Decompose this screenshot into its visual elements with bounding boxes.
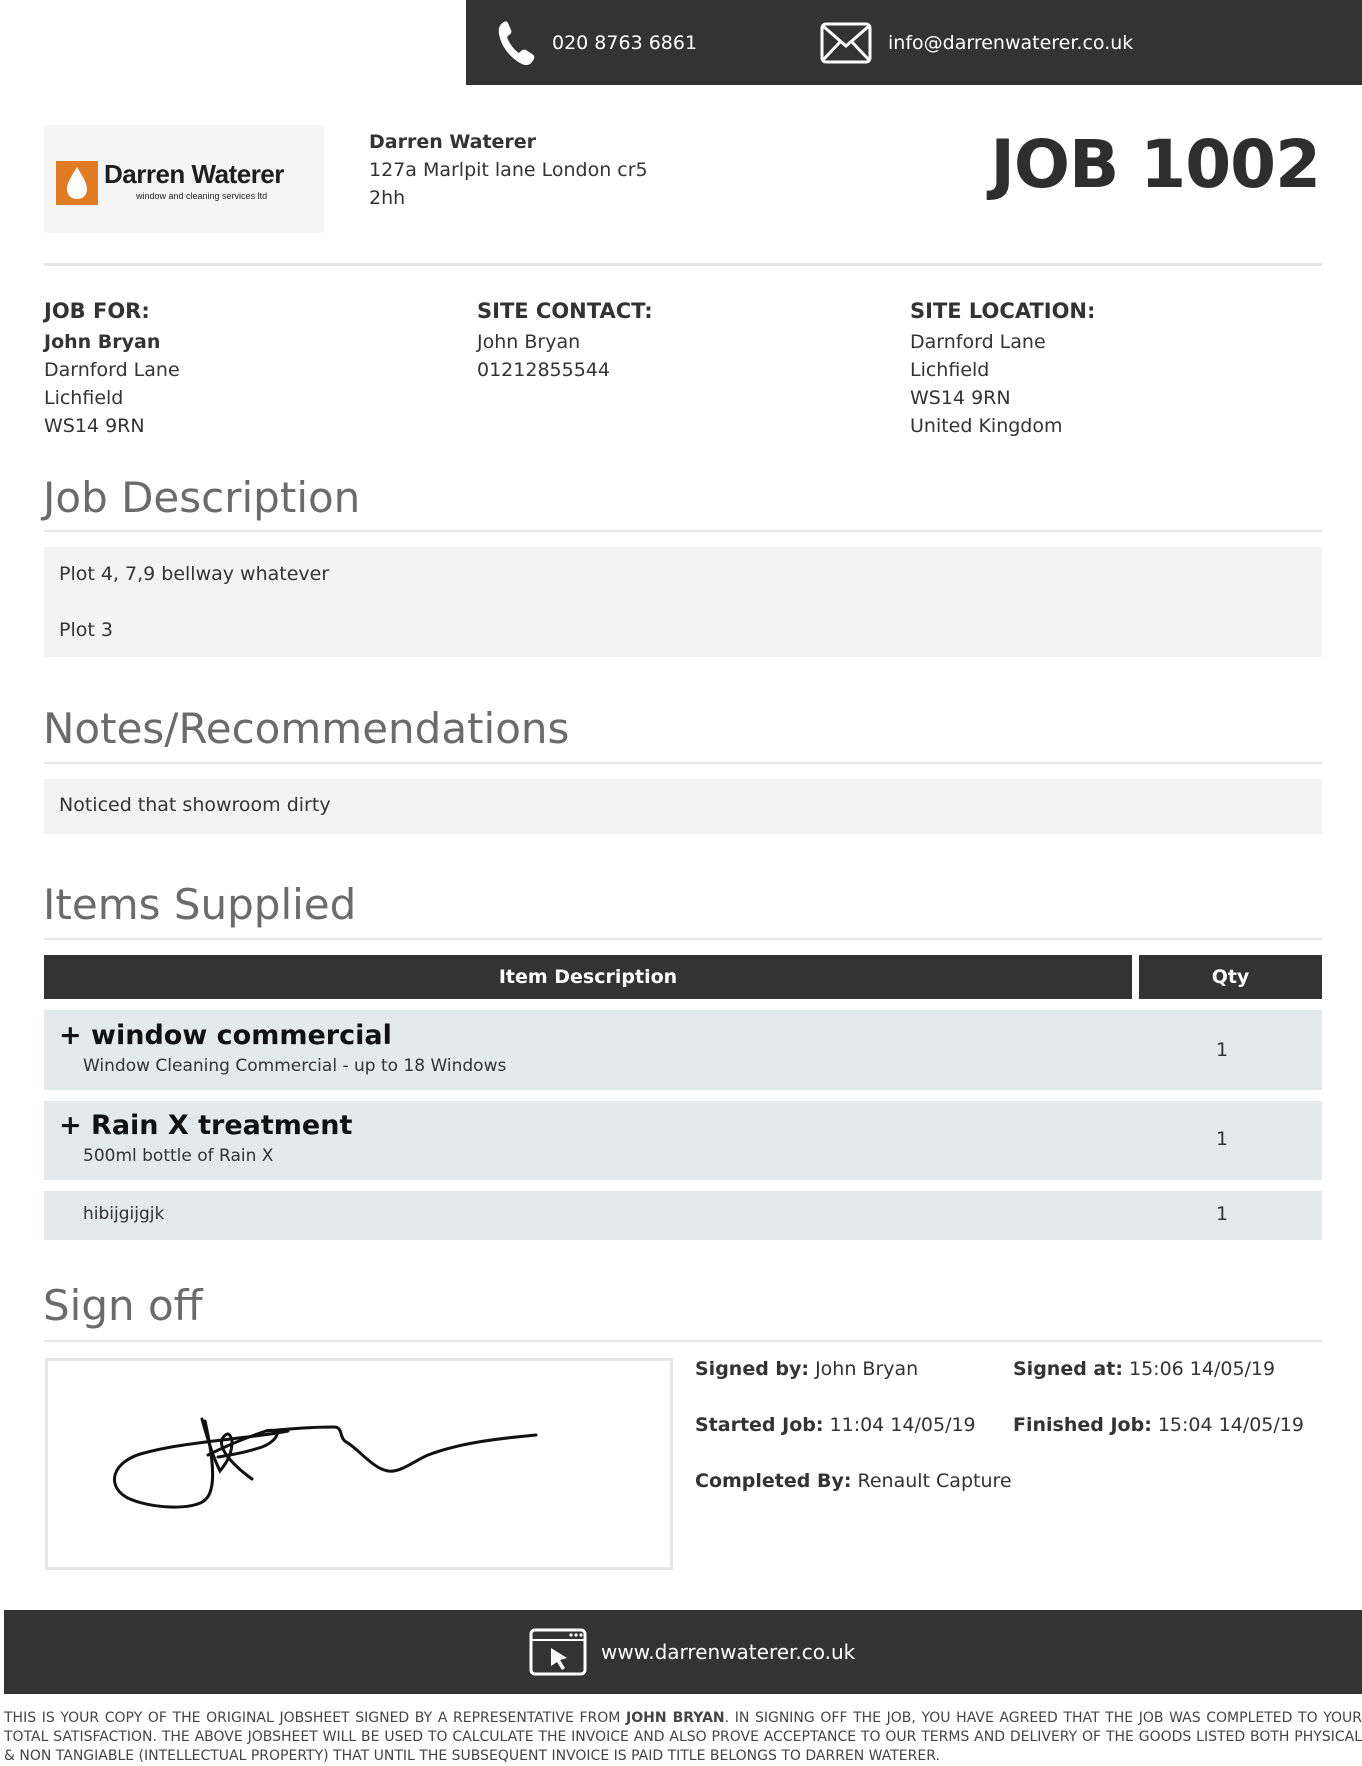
started-job-value: 11:04 14/05/19 (829, 1414, 976, 1436)
legal-notice (4, 1709, 1362, 1766)
job-description-box (44, 547, 1322, 657)
item-qty: 1 (1216, 1039, 1229, 1061)
item-description: hibijgijgjk (83, 1204, 165, 1224)
legal-customer-name: JOHN BRYAN (626, 1710, 725, 1726)
job-for-line1: Darnford Lane (44, 359, 180, 381)
item-title: + window commercial (59, 1020, 392, 1051)
job-for-line2: Lichfield (44, 387, 124, 409)
water-drop-icon (56, 161, 98, 205)
site-location-heading: SITE LOCATION: (910, 299, 1096, 323)
job-description-line: Plot 4, 7,9 bellway whatever (59, 563, 330, 585)
site-contact-block (477, 294, 653, 384)
logo-tagline: window and cleaning services ltd (136, 191, 268, 201)
signed-by-value: John Bryan (815, 1358, 919, 1380)
items-header-description: Item Description (44, 955, 1132, 999)
signed-at-label: Signed at: (1013, 1358, 1123, 1380)
phone-icon (496, 20, 536, 66)
job-number: JOB 1002 (990, 126, 1320, 203)
phone-contact[interactable] (496, 0, 697, 85)
finished-job-label: Finished Job: (1013, 1414, 1152, 1436)
job-for-line3: WS14 9RN (44, 415, 145, 437)
website-url: www.darrenwaterer.co.uk (601, 1640, 856, 1664)
finished-job-value: 15:04 14/05/19 (1157, 1414, 1304, 1436)
site-location-block (910, 294, 1095, 440)
item-title: + Rain X treatment (59, 1110, 353, 1141)
notes-divider (44, 762, 1322, 764)
signature-image (48, 1361, 670, 1567)
job-for-block (44, 294, 180, 440)
company-address-line1: 127a Marlpit lane London cr5 (369, 159, 648, 181)
site-contact-phone[interactable]: 01212855544 (477, 359, 610, 381)
item-row (44, 1010, 1322, 1090)
phone-number: 020 8763 6861 (552, 31, 698, 54)
notes-box (44, 779, 1322, 834)
completed-by-value: Renault Capture (857, 1470, 1012, 1492)
job-description-divider (44, 530, 1322, 532)
started-job (695, 1414, 976, 1436)
signed-at (1013, 1358, 1275, 1380)
browser-cursor-icon (529, 1628, 587, 1676)
notes-text: Noticed that showroom dirty (59, 794, 331, 816)
company-address (369, 128, 648, 212)
website-link[interactable] (529, 1610, 855, 1694)
legal-text-part2: . IN SIGNING OFF THE JOB, YOU HAVE AGREED THAT THE JOB WAS COMPLETED TO YOUR TOTAL SATISFACTION. THE ABOVE JOBSHEET WILL BE USED TO CALCULATE THE INVOICE AND ALSO PROVE ACCEPTANCE TO OUR TERMS AND DELIVERY OF THE GOODS LISTED BOTH PHYSICAL & NON TANGIABLE (INTELLECTUAL PROPERTY) THAT UNTIL THE SUBSEQUENT INVOICE IS PAID TITLE BELONGS TO DARREN WATERER. (4, 1710, 1362, 1764)
signoff-title: Sign off (43, 1281, 203, 1330)
site-location-line4: United Kingdom (910, 415, 1063, 437)
email-address: info@darrenwaterer.co.uk (888, 31, 1134, 54)
site-location-line3: WS14 9RN (910, 387, 1011, 409)
item-description: Window Cleaning Commercial - up to 18 Windows (83, 1056, 507, 1076)
item-row (44, 1191, 1322, 1240)
completed-by-label: Completed By: (695, 1470, 852, 1492)
signature-box (45, 1358, 673, 1570)
job-description-title: Job Description (43, 473, 361, 522)
notes-title: Notes/Recommendations (43, 704, 570, 753)
envelope-icon (820, 22, 872, 64)
email-contact[interactable] (820, 0, 1133, 85)
finished-job (1013, 1414, 1304, 1436)
company-address-line2: 2hh (369, 187, 406, 209)
started-job-label: Started Job: (695, 1414, 824, 1436)
site-location-line1: Darnford Lane (910, 331, 1046, 353)
legal-text-part1: THIS IS YOUR COPY OF THE ORIGINAL JOBSHEET SIGNED BY A REPRESENTATIVE FROM (4, 1710, 627, 1726)
completed-by (695, 1470, 1012, 1492)
company-name: Darren Waterer (369, 131, 537, 153)
company-logo (44, 125, 324, 233)
job-description-line: Plot 3 (59, 619, 113, 641)
header-divider (44, 263, 1322, 266)
item-description: 500ml bottle of Rain X (83, 1146, 274, 1166)
site-contact-heading: SITE CONTACT: (477, 299, 653, 323)
contact-bar (466, 0, 1362, 85)
signoff-divider (44, 1340, 1322, 1342)
logo-brand-name: Darren Waterer (104, 159, 284, 189)
job-for-heading: JOB FOR: (44, 299, 150, 323)
footer-bar (4, 1610, 1362, 1694)
items-header-qty: Qty (1139, 955, 1322, 999)
item-row (44, 1101, 1322, 1180)
item-qty: 1 (1216, 1203, 1229, 1225)
site-location-line2: Lichfield (910, 359, 990, 381)
item-qty: 1 (1216, 1128, 1229, 1150)
items-divider (44, 938, 1322, 940)
signed-by (695, 1358, 918, 1380)
site-contact-name: John Bryan (477, 331, 581, 353)
signed-by-label: Signed by: (695, 1358, 810, 1380)
items-title: Items Supplied (43, 880, 357, 929)
job-for-name: John Bryan (44, 331, 161, 353)
signed-at-value: 15:06 14/05/19 (1128, 1358, 1276, 1380)
